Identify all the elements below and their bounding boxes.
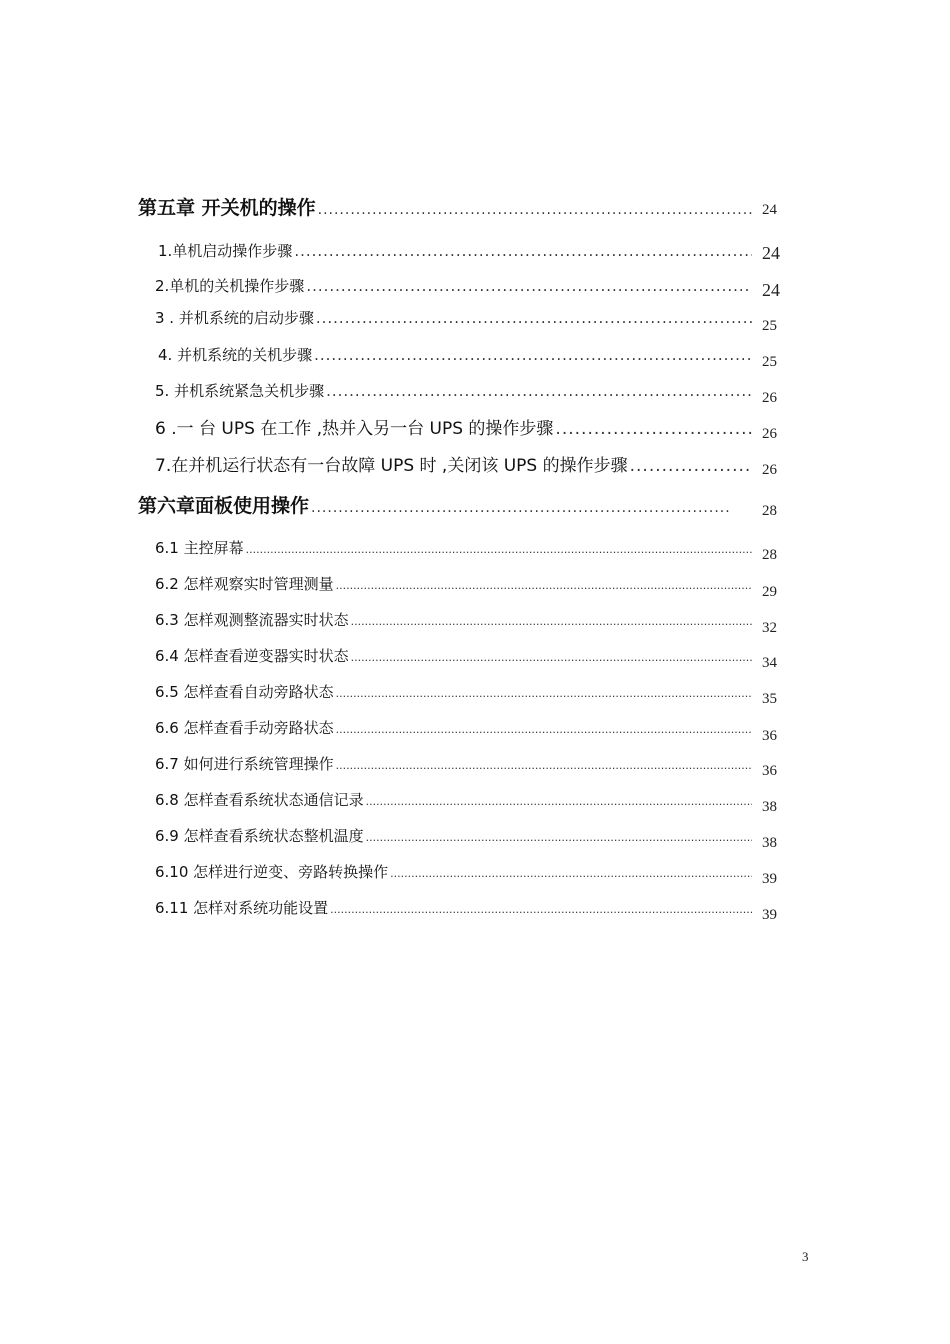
toc-page-number: 26: [762, 390, 777, 406]
toc-page-number: 24: [762, 243, 780, 263]
toc-entry-5-7: [155, 451, 752, 476]
toc-entry-label: 6.3 怎样观测整流器实时状态: [155, 611, 349, 629]
page-footer-number: 3: [802, 1249, 809, 1264]
toc-page-number: 25: [762, 354, 777, 370]
toc-entry-6-7: [155, 753, 752, 774]
toc-entry-label: 6.6 怎样查看手动旁路状态: [155, 719, 334, 737]
toc-entry-6-8: [155, 789, 752, 810]
toc-entry-label: 6.8 怎样查看系统状态通信记录: [155, 791, 364, 809]
toc-entry-chapter-6: [138, 491, 732, 518]
dot-leader: [326, 382, 752, 400]
toc-entry-label: 7.在并机运行状态有一台故障 UPS 时 ,关闭该 UPS 的操作步骤: [155, 456, 628, 476]
toc-entry-5-6: [155, 414, 752, 439]
toc-page-number: 25: [762, 318, 777, 334]
dot-leader: [555, 419, 752, 439]
dot-leader: [336, 579, 752, 592]
dot-leader: [294, 242, 752, 260]
toc-entry-label: 第六章面板使用操作: [138, 495, 310, 517]
toc-page-number: 26: [762, 462, 777, 478]
toc-page-number: 39: [762, 907, 777, 923]
toc-entry-5-2: [155, 275, 752, 296]
toc-entry-label: 6.4 怎样查看逆变器实时状态: [155, 647, 349, 665]
toc-entry-label: 6.7 如何进行系统管理操作: [155, 755, 334, 773]
dot-leader: [311, 500, 732, 516]
toc-entry-6-10: [155, 861, 752, 882]
toc-page-number: 29: [762, 584, 777, 600]
toc-entry-6-3: [155, 609, 752, 630]
toc-entry-5-4: [158, 344, 752, 365]
dot-leader: [246, 543, 752, 556]
toc-page-number: 28: [762, 503, 777, 519]
dot-leader: [306, 277, 752, 295]
toc-entry-label: 2.单机的关机操作步骤: [155, 277, 305, 295]
dot-leader: [336, 759, 752, 772]
toc-entry-label: 1.单机启动操作步骤: [158, 242, 293, 260]
dot-leader: [351, 615, 752, 628]
toc-entry-label: 6.9 怎样查看系统状态整机温度: [155, 827, 364, 845]
dot-leader: [318, 202, 752, 218]
dot-leader: [390, 867, 752, 880]
dot-leader: [366, 831, 752, 844]
toc-page-number: 28: [762, 547, 777, 563]
toc-page-number: 24: [762, 280, 780, 300]
dot-leader: [366, 795, 752, 808]
toc-page-number: 35: [762, 691, 777, 707]
toc-entry-6-2: [155, 573, 752, 594]
toc-entry-chapter-5: [138, 193, 752, 220]
toc-entry-label: 6 .一 台 UPS 在工作 ,热并入另一台 UPS 的操作步骤: [155, 419, 554, 439]
dot-leader: [351, 651, 752, 664]
toc-page-number: 24: [762, 202, 777, 218]
toc-entry-label: 4. 并机系统的关机步骤: [158, 346, 313, 364]
toc-entry-label: 6.11 怎样对系统功能设置: [155, 899, 329, 917]
toc-entry-6-9: [155, 825, 752, 846]
toc-page-number: 36: [762, 763, 777, 779]
dot-leader: [330, 903, 752, 916]
toc-entry-label: 第五章 开关机的操作: [138, 197, 316, 219]
toc-entry-label: 6.5 怎样查看自动旁路状态: [155, 683, 334, 701]
toc-entry-label: 6.2 怎样观察实时管理测量: [155, 575, 334, 593]
toc-page-number: 32: [762, 620, 777, 636]
dot-leader: [314, 346, 752, 364]
dot-leader: [316, 309, 752, 327]
toc-entry-label: 3 . 并机系统的启动步骤: [155, 309, 314, 327]
toc-page-number: 34: [762, 655, 777, 671]
toc-entry-6-4: [155, 645, 752, 666]
toc-page-number: 38: [762, 799, 777, 815]
toc-entry-5-1: [158, 240, 752, 261]
toc-entry-6-11: [155, 897, 752, 918]
toc-page-number: 26: [762, 426, 777, 442]
toc-entry-label: 6.1 主控屏幕: [155, 539, 244, 557]
dot-leader: [336, 723, 752, 736]
toc-entry-label: 6.10 怎样进行逆变、旁路转换操作: [155, 863, 389, 881]
toc-entry-label: 5. 并机系统紧急关机步骤: [155, 382, 325, 400]
toc-page-number: 39: [762, 871, 777, 887]
dot-leader: [630, 456, 752, 476]
toc-page-number: 38: [762, 835, 777, 851]
toc-entry-5-5: [155, 380, 752, 401]
dot-leader: [336, 687, 752, 700]
toc-entry-6-1: [155, 537, 752, 558]
toc-entry-6-6: [155, 717, 752, 738]
toc-page-number: 36: [762, 728, 777, 744]
toc-entry-6-5: [155, 681, 752, 702]
toc-entry-5-3: [155, 307, 752, 328]
